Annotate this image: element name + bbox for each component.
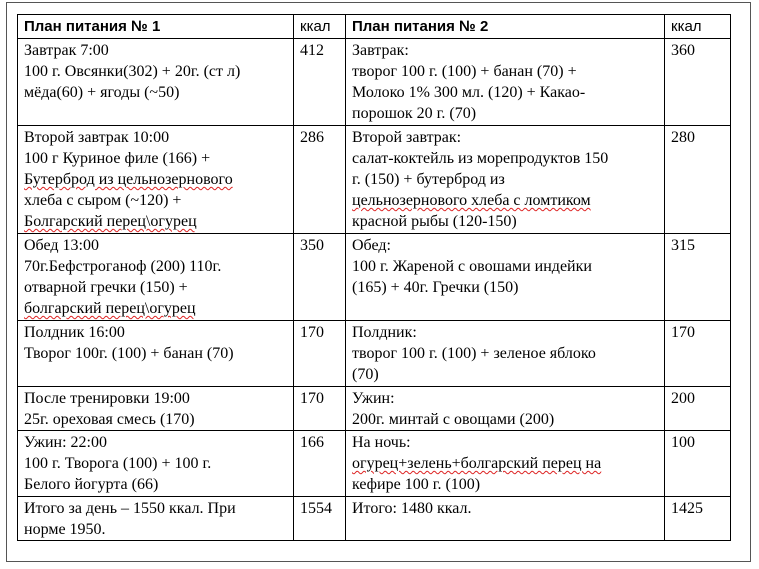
meal-line: болгарский перец\огурец — [24, 300, 196, 317]
meal-title: Полдник 16:00 — [24, 324, 125, 341]
table-row — [18, 126, 731, 234]
kcal2-cell: 170 — [665, 321, 731, 387]
kcal1-cell: 170 — [294, 387, 346, 431]
meal-line: творог 100 г. (100) + банан (70) + — [352, 63, 577, 80]
meal-line: 100 г. Овсянки(302) + 20г. (ст л) — [24, 63, 241, 80]
plan1-cell — [18, 387, 294, 431]
meal-line: 25г. ореховая смесь (170) — [24, 411, 195, 428]
meal-plan-table — [17, 14, 731, 541]
kcal1-total-cell: 1554 — [294, 497, 346, 541]
meal-line: (70) — [352, 366, 379, 383]
meal-line: 100 г Куриное филе (166) + — [24, 150, 211, 167]
meal-title: Обед: — [352, 237, 391, 254]
meal-line: (165) + 40г. Гречки (150) — [352, 279, 519, 296]
total-line: Итого за день – 1550 ккал. При — [24, 500, 236, 517]
meal-title: Второй завтрак 10:00 — [24, 129, 170, 146]
meal-title: Полдник: — [352, 324, 417, 341]
meal-title: Второй завтрак: — [352, 129, 462, 146]
meal-title: Завтрак: — [352, 42, 409, 59]
meal-line: г. (150) + бутерброд из — [352, 171, 505, 188]
plan1-cell — [18, 431, 294, 497]
meal-line: 200г. минтай с овощами (200) — [352, 411, 555, 428]
meal-line: Бутерброд из цельнозернового — [24, 171, 233, 188]
meal-title: Ужин: — [352, 390, 395, 407]
table-row — [18, 321, 731, 387]
plan2-header: План питания № 2 — [346, 15, 665, 39]
plan1-total-cell — [18, 497, 294, 541]
table-header-row — [18, 15, 731, 39]
meal-title: Ужин: 22:00 — [24, 434, 107, 451]
total-line: норме 1950. — [24, 521, 106, 538]
meal-line: 70г.Бефстроганоф (200) 110г. — [24, 258, 222, 275]
meal-title: Обед 13:00 — [24, 237, 99, 254]
meal-line: порошок 20 г. (70) — [352, 105, 477, 122]
plan2-total-cell — [346, 497, 665, 541]
kcal1-cell: 170 — [294, 321, 346, 387]
totals-row — [18, 497, 731, 541]
plan2-cell — [346, 126, 665, 234]
kcal2-header: ккал — [665, 15, 731, 39]
plan1-cell — [18, 126, 294, 234]
meal-line: огурец+зелень+болгарский перец на — [352, 455, 602, 472]
kcal2-cell: 315 — [665, 234, 731, 321]
plan2-cell — [346, 39, 665, 126]
kcal2-cell: 100 — [665, 431, 731, 497]
meal-line: отварной гречки (150) + — [24, 279, 188, 296]
plan2-cell — [346, 387, 665, 431]
meal-line: Молоко 1% 300 мл. (120) + Какао- — [352, 84, 586, 101]
meal-line: кефире 100 г. (100) — [352, 476, 481, 493]
table-row — [18, 431, 731, 497]
meal-line: 100 г. Жареной с овошами индейки — [352, 258, 592, 275]
table-row — [18, 234, 731, 321]
meal-title: На ночь: — [352, 434, 411, 451]
kcal1-cell: 166 — [294, 431, 346, 497]
meal-line: 100 г. Творога (100) + 100 г. — [24, 455, 212, 472]
plan2-cell — [346, 321, 665, 387]
meal-line: цельнозернового хлеба с ломтиком — [352, 192, 591, 209]
kcal1-header: ккал — [294, 15, 346, 39]
meal-line: хлеба с сыром (~120) + — [24, 192, 182, 209]
table-row — [18, 39, 731, 126]
plan1-header: План питания № 1 — [18, 15, 294, 39]
kcal1-cell: 412 — [294, 39, 346, 126]
kcal2-cell: 200 — [665, 387, 731, 431]
meal-line: Белого йогурта (66) — [24, 476, 159, 493]
kcal2-cell: 280 — [665, 126, 731, 234]
plan1-cell — [18, 39, 294, 126]
plan1-cell — [18, 234, 294, 321]
plan2-cell — [346, 431, 665, 497]
meal-line: салат-коктейль из морепродуктов 150 — [352, 150, 609, 167]
meal-line: Творог 100г. (100) + банан (70) — [24, 345, 234, 362]
meal-line: мёда(60) + ягоды (~50) — [24, 84, 180, 101]
meal-line: Болгарский перец\огурец — [24, 213, 197, 230]
meal-title: После тренировки 19:00 — [24, 390, 190, 407]
meal-line: красной рыбы (120-150) — [352, 213, 517, 230]
total-line: Итого: 1480 ккал. — [352, 500, 472, 517]
plan1-cell — [18, 321, 294, 387]
kcal2-total-cell: 1425 — [665, 497, 731, 541]
table-row — [18, 387, 731, 431]
meal-line: творог 100 г. (100) + зеленое яблоко — [352, 345, 596, 362]
kcal2-cell: 360 — [665, 39, 731, 126]
plan2-cell — [346, 234, 665, 321]
kcal1-cell: 350 — [294, 234, 346, 321]
kcal1-cell: 286 — [294, 126, 346, 234]
meal-title: Завтрак 7:00 — [24, 42, 109, 59]
